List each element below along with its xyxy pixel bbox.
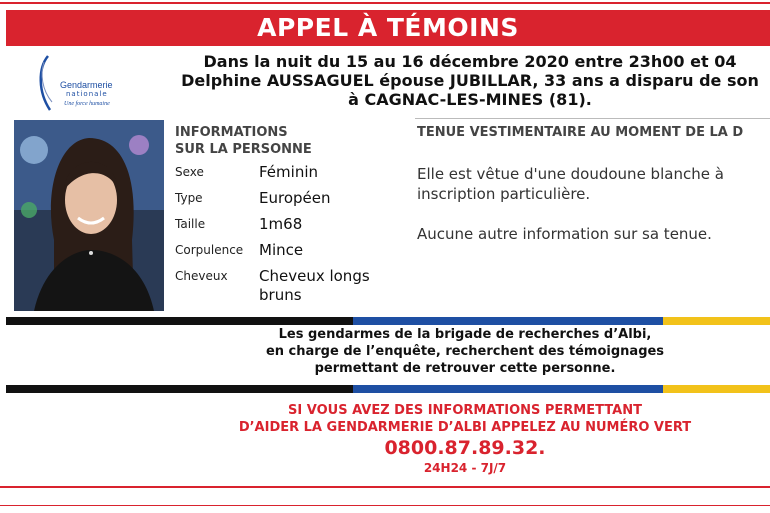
tenue-description xyxy=(417,164,770,244)
label-corpulence: Corpulence xyxy=(175,243,244,257)
value-corpulence: Mince xyxy=(259,241,304,259)
tenue-line-2: inscription particulière. xyxy=(417,185,591,203)
value-type: Européen xyxy=(259,189,331,207)
bottom-red-line-2 xyxy=(0,505,770,506)
gendarmes-line-1: Les gendarmes de la brigade de recherches d’Albi, xyxy=(278,327,652,342)
value-cheveux-line-1: Cheveux longs xyxy=(259,267,370,285)
tenue-line-3: Aucune autre information sur sa tenue. xyxy=(417,225,712,243)
tenue-line-1: Elle est vêtue d'une doudoune blanche à xyxy=(417,165,724,183)
headline-line-1: Dans la nuit du 15 au 16 décembre 2020 entre 23h00 et 04 xyxy=(203,52,737,71)
label-taille: Taille xyxy=(175,217,206,231)
person-photo xyxy=(14,120,164,311)
logo-sub: nationale xyxy=(66,90,108,98)
person-title-line-2: SUR LA PERSONNE xyxy=(175,142,312,157)
tenue-divider xyxy=(415,118,770,119)
label-type: Type xyxy=(175,191,203,205)
gendarmerie-logo xyxy=(34,52,124,114)
label-cheveux: Cheveux xyxy=(175,269,228,283)
call-to-action xyxy=(180,402,750,476)
hours-text: 24H24 - 7J/7 xyxy=(423,461,507,475)
label-sexe: Sexe xyxy=(175,165,204,179)
person-title-line-1: INFORMATIONS xyxy=(175,125,288,140)
phone-number[interactable]: 0800.87.89.32. xyxy=(384,437,546,459)
logo-motto: Une force humaine xyxy=(64,101,110,107)
disappearance-headline xyxy=(120,52,770,109)
value-sexe: Féminin xyxy=(259,163,318,181)
tenue-section-title: TENUE VESTIMENTAIRE AU MOMENT DE LA D xyxy=(417,125,744,140)
tricolor-stripe-bottom xyxy=(6,385,770,393)
gendarmes-line-3: permettant de retrouver cette personne. xyxy=(314,361,616,376)
cta-line-2: D’AIDER LA GENDARMERIE D’ALBI APPELEZ AU NUMÉRO VERT xyxy=(238,420,692,435)
person-section-title xyxy=(175,124,312,158)
value-taille: 1m68 xyxy=(259,215,303,233)
logo-name: Gendarmerie xyxy=(60,80,113,90)
value-cheveux-line-2: bruns xyxy=(259,286,302,304)
value-cheveux xyxy=(259,267,370,305)
gendarmes-line-2: en charge de l’enquête, recherchent des témoignages xyxy=(265,344,665,359)
headline-line-3: à CAGNAC-LES-MINES (81). xyxy=(348,90,592,109)
cta-line-1: SI VOUS AVEZ DES INFORMATIONS PERMETTANT xyxy=(288,403,642,418)
gendarmes-message xyxy=(180,326,750,377)
bottom-red-line xyxy=(0,486,770,488)
banner-title: APPEL À TÉMOINS xyxy=(6,10,770,46)
headline-line-2: Delphine AUSSAGUEL épouse JUBILLAR, 33 ans a disparu de son xyxy=(181,71,759,90)
tricolor-stripe-top xyxy=(6,317,770,325)
top-red-line xyxy=(0,2,770,4)
